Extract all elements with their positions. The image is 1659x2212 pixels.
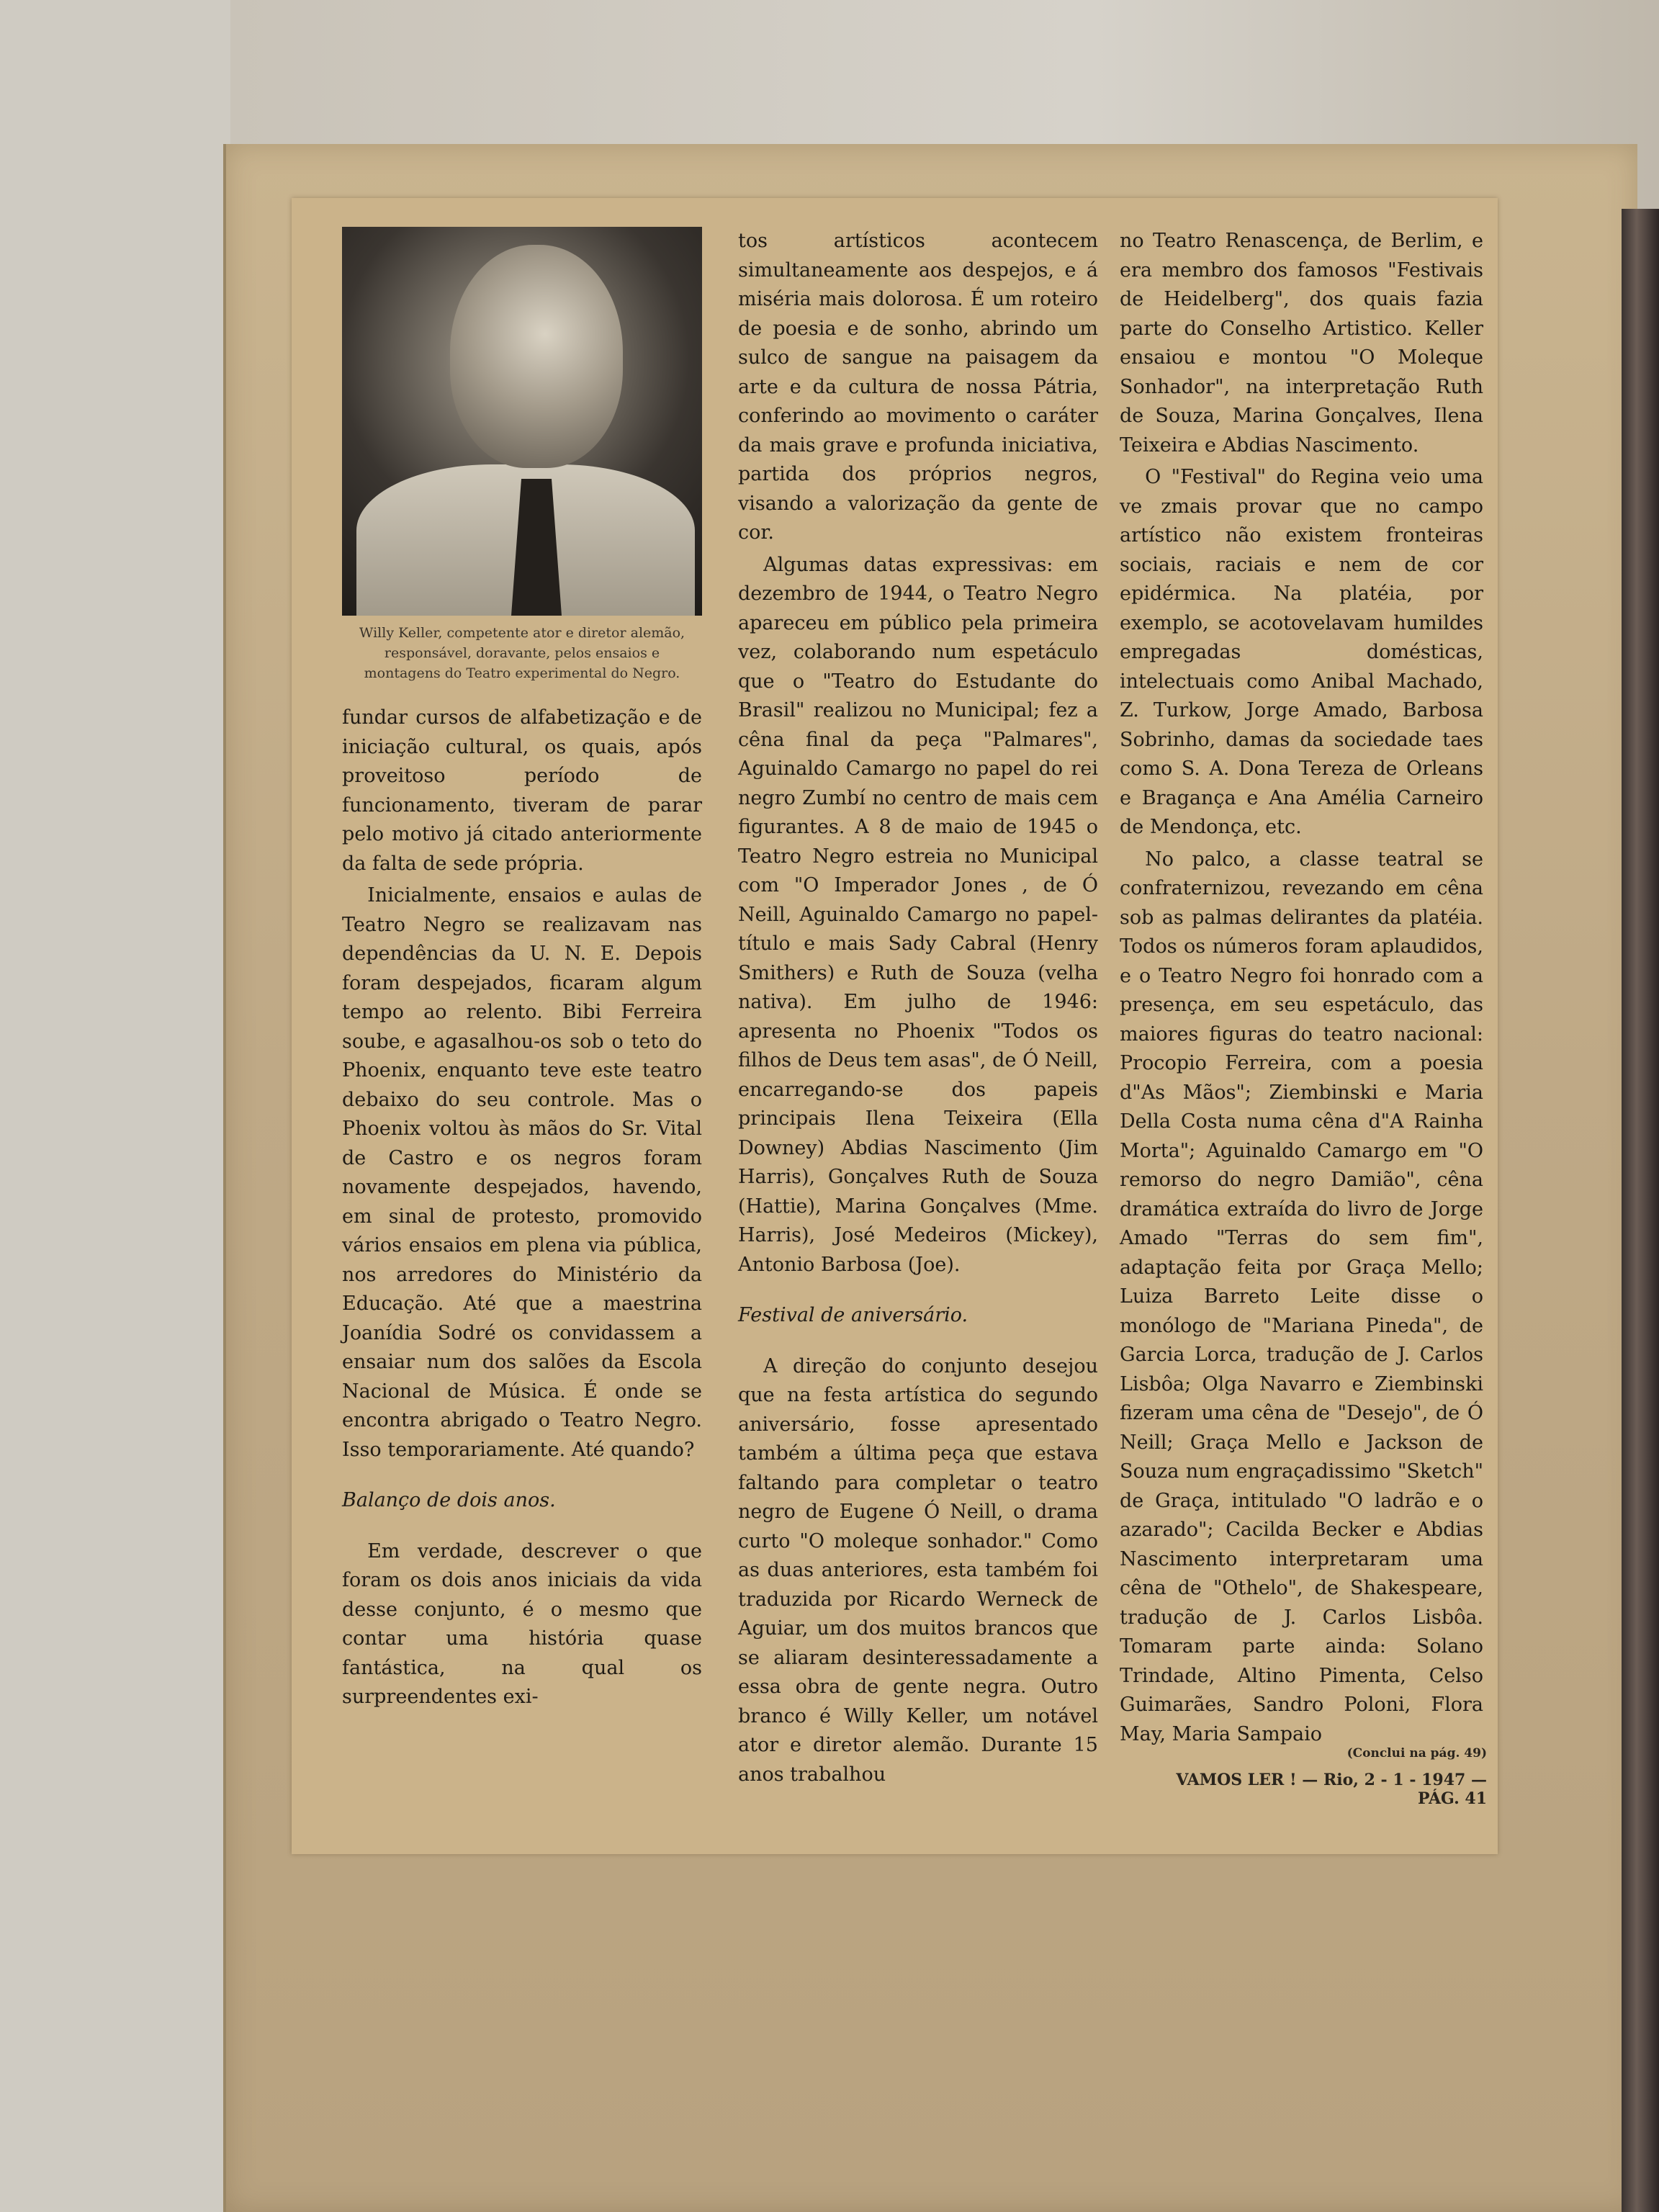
- paragraph: No palco, a classe teatral se confraternizou, revezando em cêna sob as palmas delirantes da platéia. Todos os números foram aplaudidos, e o Teatro Negro foi honrado com a presença, em seu espetáculo, das maiores figuras do teatro nacional: Procopio Ferreira, com a poesia d"As Mãos"; Ziembinski e Maria Della Costa numa cêna d"A Rainha Morta"; Aguinaldo Camargo em "O remorso do negro Damião", cêna dramática extraída do livro de Jorge Amado "Terras do sem fim", adaptação feita por Graça Mello; Luiza Barreto Leite disse o monólogo de "Mariana Pineda", de Garcia Lorca, tradução de J. Carlos Lisbôa; Olga Navarro e Ziembinski fizeram uma cêna de "Desejo", de Ó Neill; Graça Mello e Jackson de Souza num engraçadissimo "Sketch" de Graça, intitulado "O ladrão e o azarado"; Cacilda Becker e Abdias Nascimento interpretaram uma cêna de "Othelo", de Shakespeare, tradução de J. Carlos Lisbôa. Tomaram parte ainda: Solano Trindade, Altino Pimenta, Celso Guimarães, Sandro Poloni, Flora May, Maria Sampaio: [1120, 848, 1483, 1745]
- paragraph: Em verdade, descrever o que foram os dois anos iniciais da vida desse conjunto, é o mesmo que contar uma história quase fantástica, na qual os surpreendentes exi-: [342, 1539, 702, 1708]
- page-footer: VAMOS LER ! — Rio, 2 - 1 - 1947 — PÁG. 41: [1176, 1771, 1487, 1808]
- newspaper-clipping: [292, 198, 1498, 1854]
- paragraph: Algumas datas expressivas: em dezembro de 1944, o Teatro Negro apareceu em público pela primeira vez, colaborando num espetáculo que o "Teatro do Estudante do Brasil" realizou no Municipal; fez a cêna final da peça "Palmares", Aguinaldo Camargo no papel do rei negro Zumbí no centro de mais cem figurantes. A 8 de maio de 1945 o Teatro Negro estreia no Municipal com "O Imperador Jones , de Ó Neill, Aguinaldo Camargo no papel-título e mais Sady Cabral (Henry Smithers) e Ruth de Souza (velha nativa). Em julho de 1946: apresenta no Phoenix "Todos os filhos de Deus tem asas", de Ó Neill, encarregando-se dos papeis principais Ilena Teixeira (Ella Downey) Abdias Nascimento (Jim Harris), Gonçalves Ruth de Souza (Hattie), Marina Gonçalves (Mme. Harris), José Medeiros (Mickey), Antonio Barbosa (Joe).: [738, 553, 1098, 1276]
- paragraph: Inicialmente, ensaios e aulas de Teatro Negro se realizavam nas dependências da U. N. E. Depois foram despejados, ficaram algum tempo ao relento. Bibi Ferreira soube, e agasalhou-os sob o teto do Phoenix, enquanto teve este teatro debaixo do seu controle. Mas o Phoenix voltou às mãos do Sr. Vital de Castro e os negros foram novamente despejados, havendo, em sinal de protesto, promovido vários ensaios em plena via pública, nos arredores do Ministério da Educação. Até que a maestrina Joanídia Sodré os convidassem a ensaiar num dos salões da Escola Nacional de Música. É onde se encontra abrigado o Teatro Negro. Isso temporariamente. Até quando?: [342, 884, 702, 1461]
- column-middle: [738, 227, 1098, 1792]
- photo-caption: Willy Keller, competente ator e diretor alemão, responsável, doravante, pelos ensaios e montagens do Teatro experimental do Negro.: [359, 625, 685, 681]
- column-right: [1120, 227, 1483, 1752]
- continued-note: (Conclui na pág. 49): [1346, 1746, 1487, 1761]
- paragraph: fundar cursos de alfabetização e de iniciação cultural, os quais, após proveitoso período de funcionamento, tiveram de parar pelo motivo já citado anteriormente da falta de sede própria.: [342, 706, 702, 875]
- section-heading: Balanço de dois anos.: [342, 1489, 556, 1511]
- column-left: [342, 227, 702, 1715]
- photo-face: [450, 245, 623, 468]
- paragraph: A direção do conjunto desejou que na festa artística do segundo aniversário, fosse apresentado também a última peça que estava faltando para completar o teatro negro de Eugene Ó Neill, o drama curto "O moleque sonhador." Como as duas anteriores, esta também foi traduzida por Ricardo Werneck de Aguiar, um dos muitos brancos que se aliaram desinteressadamente a essa obra de gente negra. Outro branco é Willy Keller, um notável ator e diretor alemão. Durante 15 anos trabalhou: [738, 1354, 1098, 1786]
- album-binding: [1622, 209, 1659, 2212]
- portrait-photo: [342, 227, 702, 616]
- paragraph: tos artísticos acontecem simultaneamente aos despejos, e á miséria mais dolorosa. É um roteiro de poesia e de sonho, abrindo um sulco de sangue na paisagem da arte e da cultura de nossa Pátria, conferindo ao movimento o caráter da mais grave e profunda iniciativa, partida dos próprios negros, visando a valorização da gente de cor.: [738, 230, 1098, 544]
- section-heading: Festival de aniversário.: [738, 1304, 968, 1326]
- paragraph: no Teatro Renascença, de Berlim, e era membro dos famosos "Festivais de Heidelberg", dos quais fazia parte do Conselho Artistico. Keller ensaiou e montou "O Moleque Sonhador", na interpretação Ruth de Souza, Marina Gonçalves, Ilena Teixeira e Abdias Nascimento.: [1120, 230, 1483, 457]
- paragraph: O "Festival" do Regina veio uma ve zmais provar que no campo artístico não existem fronteiras sociais, raciais e nem de cor epidérmica. Na platéia, por exemplo, se acotovelavam humildes empregadas domésticas, intelectuais como Anibal Machado, Z. Turkow, Jorge Amado, Barbosa Sobrinho, damas da sociedade taes como S. A. Dona Tereza de Orleans e Bragança e Ana Amélia Carneiro de Mendonça, etc.: [1120, 466, 1483, 838]
